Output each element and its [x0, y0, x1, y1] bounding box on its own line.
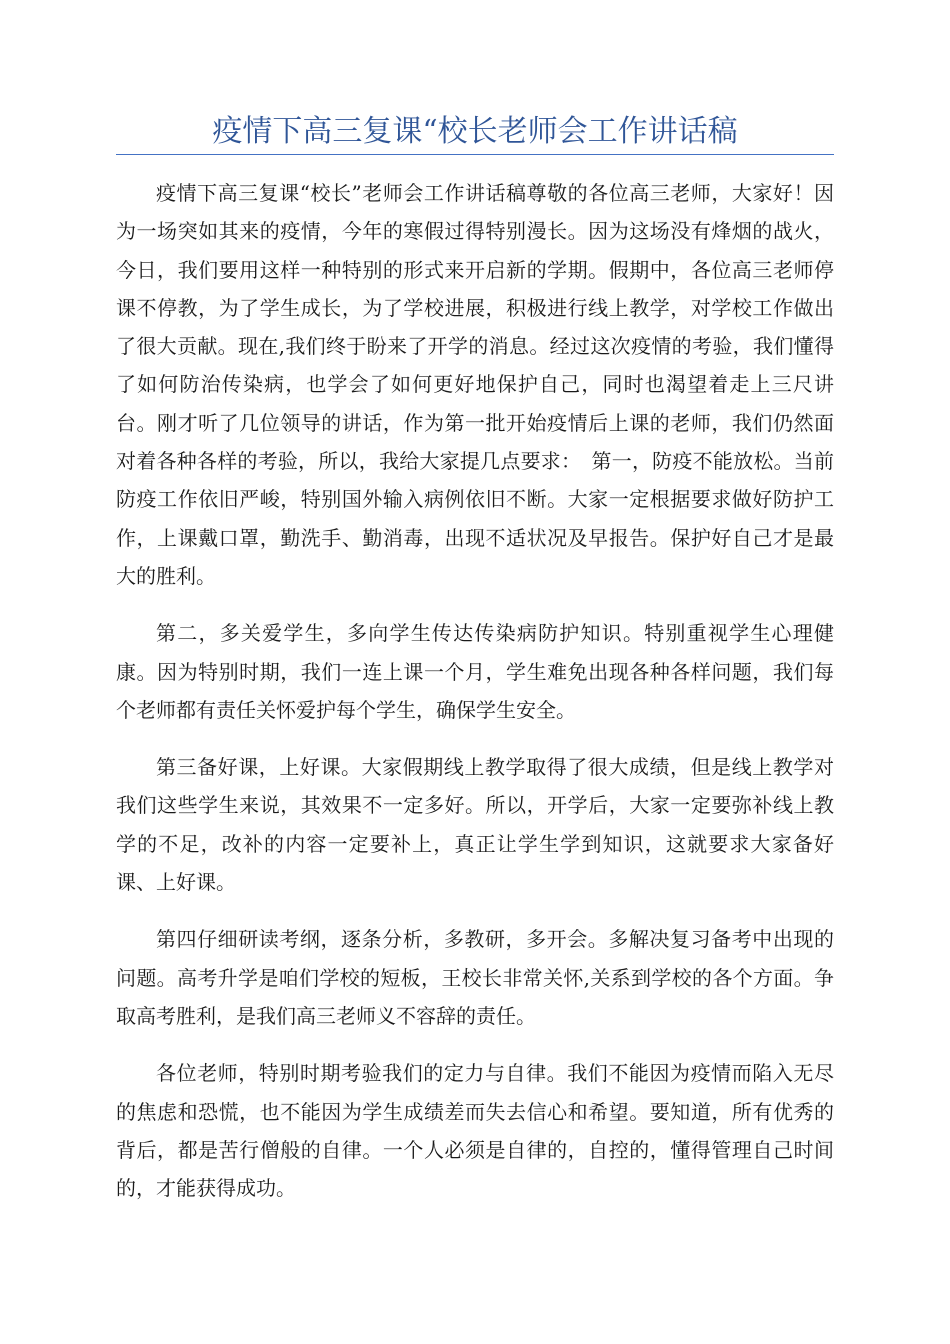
paragraph-2: 第二，多关爱学生，多向学生传达传染病防护知识。特别重视学生心理健康。因为特别时期，我们一连上课一个月，学生难免出现各种各样问题，我们每个老师都有责任关怀爱护每个学生，确保学生安全。	[116, 621, 834, 722]
paragraph-4: 第四仔细研读考纲，逐条分析，多教研，多开会。多解决复习备考中出现的问题。高考升学是咱们学校的短板，王校长非常关怀,关系到学校的各个方面。争取高考胜利，是我们高三老师义不容辞的责任。	[116, 927, 834, 1028]
document-title: 疫情下高三复课“校长老师会工作讲话稿	[212, 114, 738, 149]
paragraph-5: 各位老师，特别时期考验我们的定力与自律。我们不能因为疫情而陷入无尽的焦虑和恐慌，也不能因为学生成绩差而失去信心和希望。要知道，所有优秀的背后，都是苦行僧般的自律。一个人必须是自律的，自控的，懂得管理自己时间的，才能获得成功。	[116, 1061, 834, 1201]
paragraph-3: 第三备好课，上好课。大家假期线上教学取得了很大成绩，但是线上教学对我们这些学生来说，其效果不一定多好。所以，开学后，大家一定要弥补线上教学的不足，改补的内容一定要补上，真正让学生学到知识，这就要求大家备好课、上好课。	[116, 755, 834, 895]
document-body	[116, 174, 834, 1226]
paragraph-1: 疫情下高三复课“校长”老师会工作讲话稿尊敬的各位高三老师，大家好！因为一场突如其来的疫情，今年的寒假过得特别漫长。因为这场没有烽烟的战火，今日，我们要用这样一种特别的形式来开启新的学期。假期中，各位高三老师停课不停教，为了学生成长，为了学校进展，积极进行线上教学，对学校工作做出了很大贡献。现在,我们终于盼来了开学的消息。经过这次疫情的考验，我们懂得了如何防治传染病，也学会了如何更好地保护自己，同时也渴望着走上三尺讲台。刚才听了几位领导的讲话，作为第一批开始疫情后上课的老师，我们仍然面对着各种各样的考验，所以，我给大家提几点要求： 第一，防疫不能放松。当前防疫工作依旧严峻，特别国外输入病例依旧不断。大家一定根据要求做好防护工作，上课戴口罩，勤洗手、勤消毒，出现不适状况及早报告。保护好自己才是最大的胜利。	[116, 181, 834, 588]
title-underline	[116, 154, 834, 155]
